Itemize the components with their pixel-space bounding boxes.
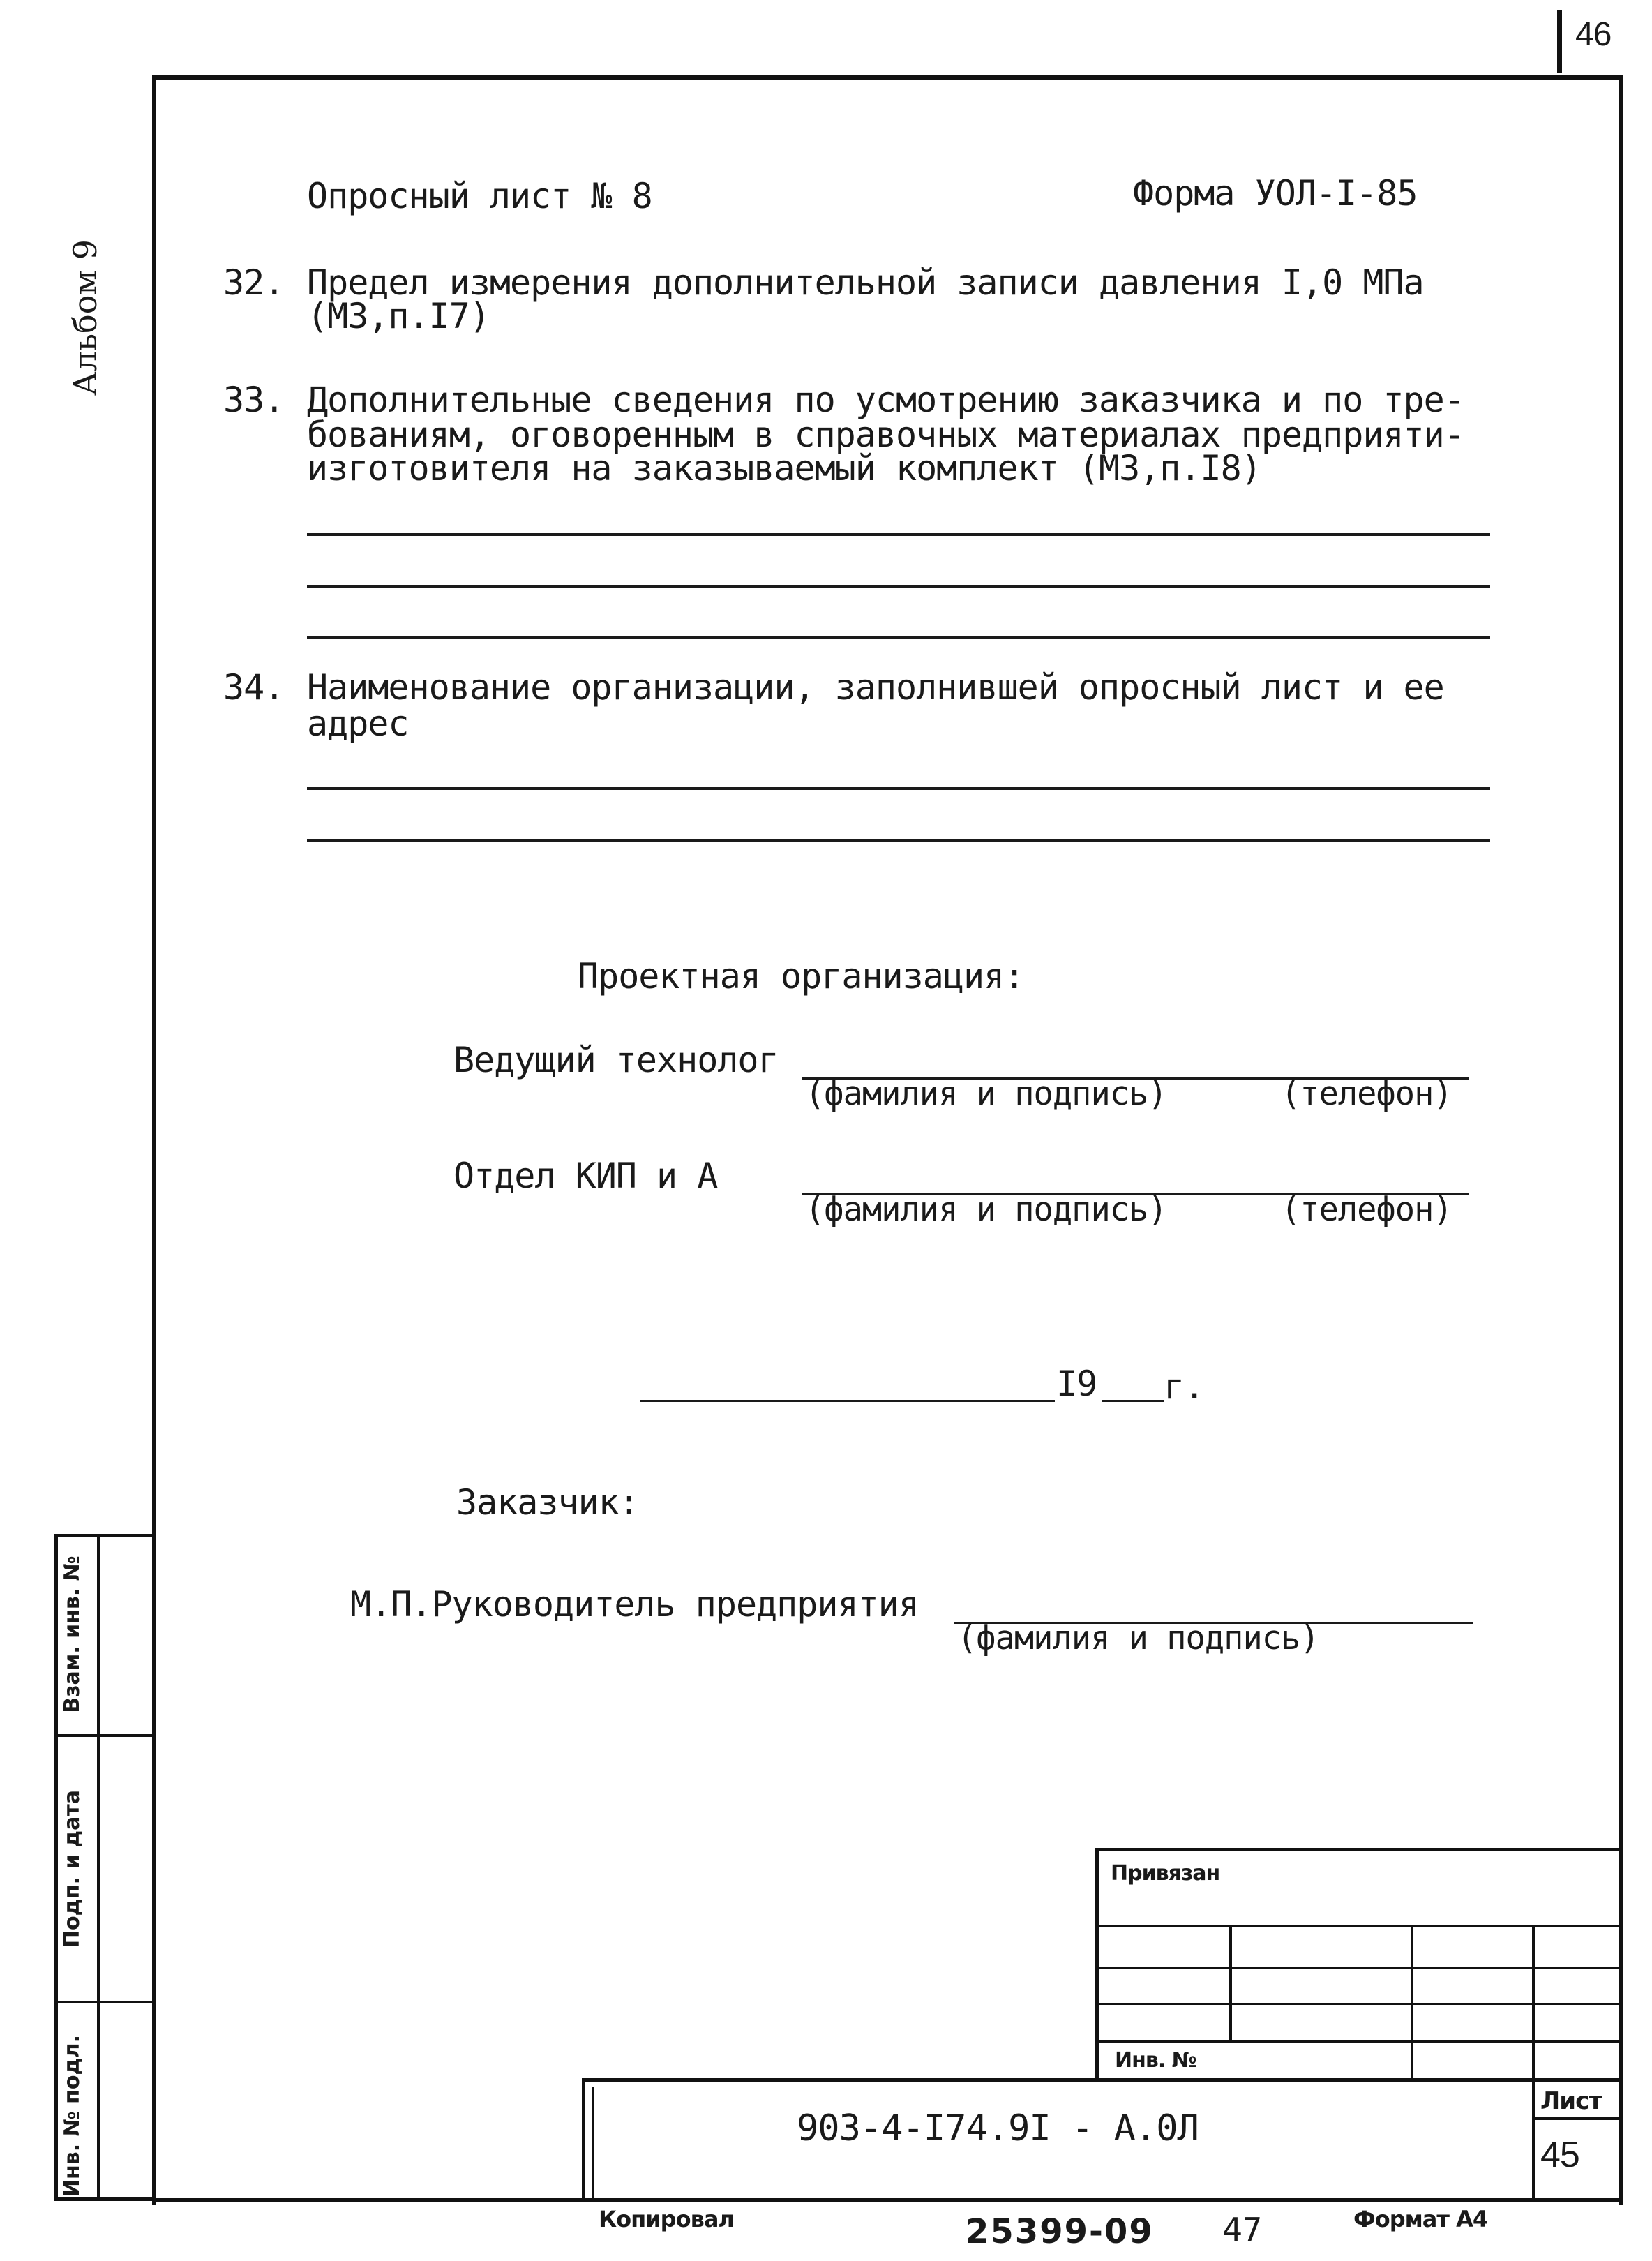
item-33-answer-line (307, 636, 1490, 639)
binding-col-line (1229, 1925, 1232, 2043)
binding-row-line (1095, 1967, 1619, 1969)
binding-label: Привязан (1111, 1861, 1220, 1886)
document-code: 903-4-I74.9I - А.0Л (797, 2107, 1199, 2149)
left-strip-divider (58, 1734, 156, 1737)
inv-podl-label: Инв. № подл. (60, 2034, 84, 2197)
binding-row-line (1095, 2003, 1619, 2005)
inv-no-label: Инв. № (1115, 2048, 1196, 2073)
podp-data-label: Подп. и дата (60, 1789, 84, 1948)
form-code: Форма УОЛ-I-85 (1133, 173, 1418, 214)
item-32-line-1: Предел измерения дополнительной записи давления I,0 МПа (307, 262, 1424, 303)
sheet-cell-divider (1532, 2117, 1619, 2120)
customer-heading: Заказчик: (456, 1482, 639, 1523)
lead-technologist-sign-caption: (фамилия и подпись) (805, 1075, 1167, 1113)
binding-row-line (1095, 1925, 1619, 1927)
archive-number: 25399-09 (966, 2212, 1154, 2251)
binding-row-line (1095, 2040, 1619, 2043)
form-title: Опросный лист № 8 (307, 176, 652, 216)
item-33-answer-line (307, 585, 1490, 588)
kip-department-sign-caption: (фамилия и подпись) (805, 1191, 1167, 1229)
item-32-line-2: (МЗ,п.I7) (307, 296, 490, 336)
left-strip-divider (58, 2001, 156, 2003)
lead-technologist-label: Ведущий технолог (453, 1040, 779, 1080)
sheet-cell-divider (1532, 2078, 1535, 2201)
page-number: 46 (1575, 16, 1612, 53)
copied-label: Копировал (599, 2206, 734, 2232)
item-34-line-1: Наименование организации, заполнившей опросный лист и ее (307, 667, 1444, 708)
item-34-answer-line (307, 839, 1490, 842)
date-year-line (1102, 1400, 1164, 1402)
kip-department-label: Отдел КИП и А (453, 1156, 718, 1196)
item-33-line-3: изготовителя на заказываемый комплект (МЗ,п.I8) (307, 448, 1261, 488)
item-34-answer-line (307, 787, 1490, 790)
album-label-text: Альбом 9 (66, 239, 104, 396)
sheet-number: 45 (1540, 2135, 1579, 2175)
left-strip-divider (97, 1537, 100, 2197)
format-label: Формат А4 (1353, 2206, 1488, 2232)
item-33-number: 33. (223, 380, 285, 420)
item-33-line-2: бованиям, оговоренным в справочных материалах предприяти- (307, 415, 1464, 455)
item-33-answer-line (307, 533, 1490, 536)
item-34-line-2: адрес (307, 703, 409, 744)
date-year-suffix: г. (1164, 1366, 1205, 1407)
vzam-inv-label: Взам. инв. № (60, 1555, 84, 1713)
director-label: М.П.Руководитель предприятия (350, 1584, 919, 1625)
sheet-label: Лист (1540, 2087, 1602, 2115)
item-32-number: 32. (223, 262, 285, 303)
album-label (61, 227, 110, 408)
handwritten-number: 47 (1222, 2211, 1262, 2248)
binding-col-line (1532, 1925, 1535, 2081)
project-org-heading: Проектная организация: (578, 956, 1025, 997)
director-sign-caption: (фамилия и подпись) (957, 1619, 1319, 1657)
date-year-prefix: I9 (1056, 1364, 1097, 1404)
date-day-line (640, 1400, 1055, 1402)
binding-col-line (1411, 1925, 1413, 2081)
page-number-bar (1557, 10, 1562, 73)
item-34-number: 34. (223, 667, 285, 708)
kip-department-phone-caption: (телефон) (1281, 1191, 1452, 1229)
title-block-inner-line (592, 2087, 594, 2201)
lead-technologist-phone-caption: (телефон) (1281, 1075, 1452, 1113)
item-33-line-1: Дополнительные сведения по усмотрению заказчика и по тре- (307, 380, 1464, 420)
